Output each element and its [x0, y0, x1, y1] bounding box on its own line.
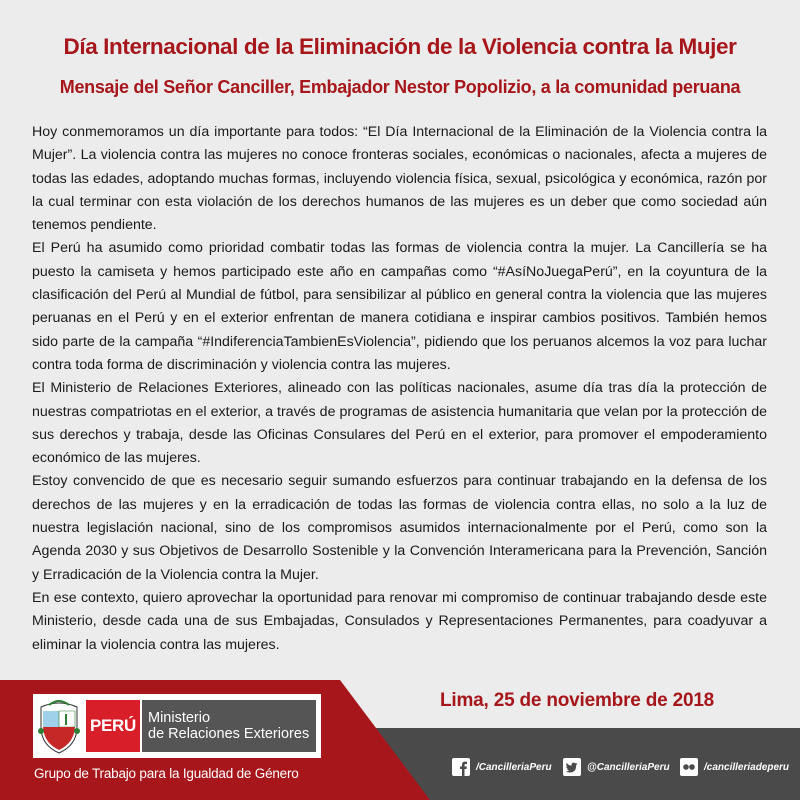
- coat-of-arms-icon: [37, 697, 81, 755]
- facebook-handle: /CancilleriaPeru: [476, 761, 552, 773]
- message-body: [32, 121, 767, 657]
- flickr-handle: /cancilleriadeperu: [704, 761, 790, 773]
- page-subtitle: Mensaje del Señor Canciller, Embajador Nestor Popolizio, a la comunidad peruana: [59, 77, 741, 97]
- facebook-icon: [452, 758, 470, 776]
- paragraph: El Ministerio de Relaciones Exteriores, alineado con las políticas nacionales, asume día tras día la protección de nuestras compatriotas en el exterior, a través de programas de asistencia humanitaria que velan por la protección de sus derechos y trabaja, desde las Oficinas Consulares del Perú en el exterior, para promover el empoderamiento económico de las mujeres.: [32, 380, 767, 467]
- social-flickr[interactable]: [680, 758, 789, 776]
- ministry-name: [142, 700, 316, 752]
- ministry-line-1: Ministerio: [148, 710, 211, 726]
- social-twitter[interactable]: [563, 758, 670, 776]
- social-facebook[interactable]: [452, 758, 552, 776]
- paragraph: El Perú ha asumido como prioridad combatir todas las formas de violencia contra la mujer. La Cancillería se ha puesto la camiseta y hemos participado este año en campañas como “#AsíNoJuegaPerú”, en la coyuntura de la clasificación del Perú al Mundial de fútbol, para sensibilizar al público en general contra la violencia que las mujeres peruanas en el Perú y en el exterior enfrentan de manera cotidiana e inspirar cambios positivos. También hemos sido parte de la campaña “#IndiferenciaTambienEsViolencia”, pidiendo que los peruanos alcemos la voz para luchar contra toda forma de discriminación y violencia contra las mujeres.: [32, 240, 767, 373]
- paragraph: Estoy convencido de que es necesario seguir sumando esfuerzos para continuar trabajando en la defensa de los derechos de las mujeres y en la erradicación de todas las formas de violencia contra ellas, no solo a la luz de nuestra legislación nacional, sino de los compromisos asumidos internacionalmente por el Perú, como son la Agenda 2030 y sus Objetivos de Desarrollo Sostenible y la Convención Interamericana para la Prevención, Sanción y Erradicación de la Violencia contra la Mujer.: [32, 473, 767, 583]
- page-title: Día Internacional de la Eliminación de la Violencia contra la Mujer: [63, 34, 737, 59]
- peru-wordmark: PERÚ: [86, 700, 140, 752]
- date-line: Lima, 25 de noviembre de 2018: [440, 690, 715, 711]
- paragraph: En ese contexto, quiero aprovechar la oportunidad para renovar mi compromiso de continuar trabajando desde este Ministerio, desde cada una de sus Embajadas, Consulados y Representaciones Permanentes, para coadyuvar a eliminar la violencia contra las mujeres.: [32, 589, 767, 653]
- ministry-line-2: de Relaciones Exteriores: [148, 726, 310, 742]
- flickr-icon: [680, 758, 698, 776]
- twitter-handle: @CancilleriaPeru: [587, 761, 670, 773]
- twitter-icon: [563, 758, 581, 776]
- group-name: Grupo de Trabajo para la Igualdad de Género: [34, 766, 299, 781]
- paragraph: Hoy conmemoramos un día importante para todos: “El Día Internacional de la Eliminación de la Violencia contra la Mujer”. La violencia contra las mujeres no conoce fronteras sociales, económicas o nacionales, afecta a mujeres de todas las edades, adoptando muchas formas, incluyendo violencia física, sexual, psicológica y económica, razón por la cual terminar con esta violación de los derechos humanos de las mujeres es un deber que como sociedad aún tenemos pendiente.: [32, 124, 767, 234]
